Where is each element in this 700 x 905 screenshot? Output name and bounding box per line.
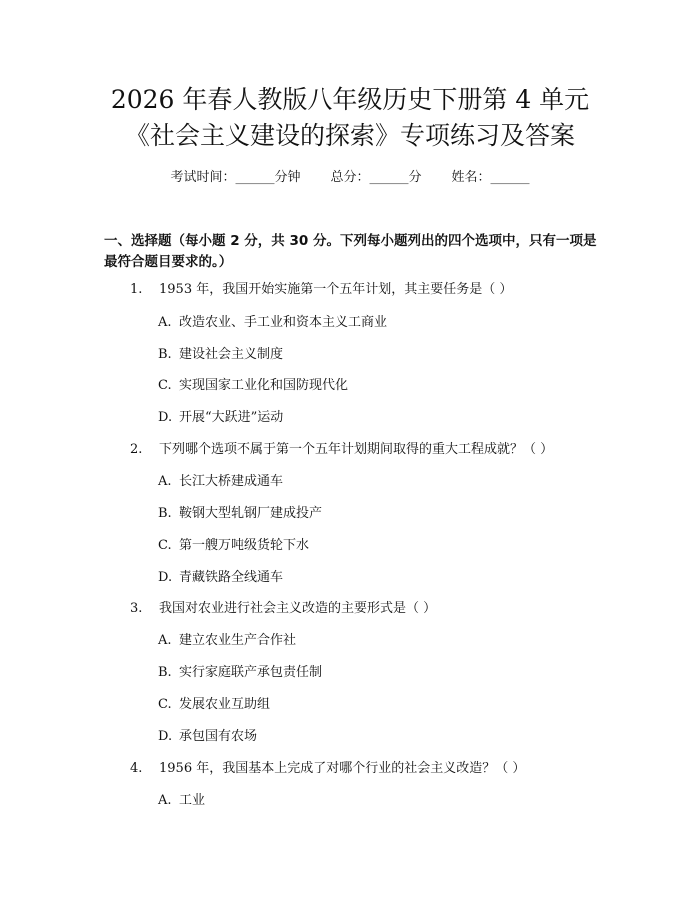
question-1-option-b xyxy=(158,346,588,364)
exam-info-line xyxy=(0,169,700,187)
option-letter: A. xyxy=(158,793,172,808)
student-name-field: 姓名：______ xyxy=(451,170,530,185)
question-3 xyxy=(130,600,590,618)
question-1-option-d xyxy=(158,409,588,427)
option-letter: B. xyxy=(158,506,172,521)
question-4-option-a xyxy=(158,792,588,810)
option-letter: C. xyxy=(158,378,172,393)
option-letter: A. xyxy=(158,633,172,648)
option-text: 建立农业生产合作社 xyxy=(179,633,297,648)
question-text: 我国对农业进行社会主义改造的主要形式是（ ） xyxy=(159,601,437,616)
option-text: 建设社会主义制度 xyxy=(179,347,284,362)
question-3-option-b xyxy=(158,664,588,682)
document-title-line-2: 《社会主义建设的探索》专项练习及答案 xyxy=(124,121,575,150)
option-letter: D. xyxy=(158,729,173,744)
option-text: 开展“大跃进”运动 xyxy=(179,410,284,425)
option-letter: A. xyxy=(158,474,172,489)
question-number: 3. xyxy=(130,601,143,616)
question-2 xyxy=(130,441,590,459)
option-text: 改造农业、手工业和资本主义工商业 xyxy=(179,315,388,330)
option-text: 工业 xyxy=(179,793,206,808)
option-letter: D. xyxy=(158,410,173,425)
question-4 xyxy=(130,760,590,778)
question-1-option-a xyxy=(158,314,588,332)
question-text: 1956 年，我国基本上完成了对哪个行业的社会主义改造？（ ） xyxy=(159,761,526,776)
option-letter: C. xyxy=(158,697,172,712)
question-2-option-b xyxy=(158,505,588,523)
option-letter: B. xyxy=(158,665,172,680)
option-text: 承包国有农场 xyxy=(179,729,258,744)
option-letter: D. xyxy=(158,570,173,585)
question-text: 1953 年，我国开始实施第一个五年计划，其主要任务是（ ） xyxy=(159,282,513,297)
option-text: 发展农业互助组 xyxy=(179,697,271,712)
total-score-field: 总分：______分 xyxy=(330,170,422,185)
question-1-option-c xyxy=(158,377,588,395)
option-text: 鞍钢大型轧钢厂建成投产 xyxy=(179,506,323,521)
question-2-option-d xyxy=(158,569,588,587)
document-title-line-1: 2026 年春人教版八年级历史下册第 4 单元 xyxy=(110,85,590,114)
question-2-option-c xyxy=(158,537,588,555)
question-number: 1. xyxy=(130,282,143,297)
question-text: 下列哪个选项不属于第一个五年计划期间取得的重大工程成就？（ ） xyxy=(159,442,554,457)
question-3-option-c xyxy=(158,696,588,714)
option-text: 第一艘万吨级货轮下水 xyxy=(179,538,310,553)
section-heading: 一、选择题（每小题 2 分，共 30 分。下列每小题列出的四个选项中，只有一项是最符合题目要求的。） xyxy=(104,233,597,270)
question-3-option-d xyxy=(158,728,588,746)
option-text: 青藏铁路全线通车 xyxy=(179,570,284,585)
option-text: 长江大桥建成通车 xyxy=(179,474,284,489)
question-3-option-a xyxy=(158,632,588,650)
option-text: 实行家庭联产承包责任制 xyxy=(179,665,323,680)
question-1 xyxy=(130,281,590,299)
option-letter: B. xyxy=(158,347,172,362)
option-text: 实现国家工业化和国防现代化 xyxy=(179,378,349,393)
exam-time-field: 考试时间：______分钟 xyxy=(170,170,301,185)
question-number: 2. xyxy=(130,442,143,457)
option-letter: C. xyxy=(158,538,172,553)
question-number: 4. xyxy=(130,761,143,776)
option-letter: A. xyxy=(158,315,172,330)
question-2-option-a xyxy=(158,473,588,491)
